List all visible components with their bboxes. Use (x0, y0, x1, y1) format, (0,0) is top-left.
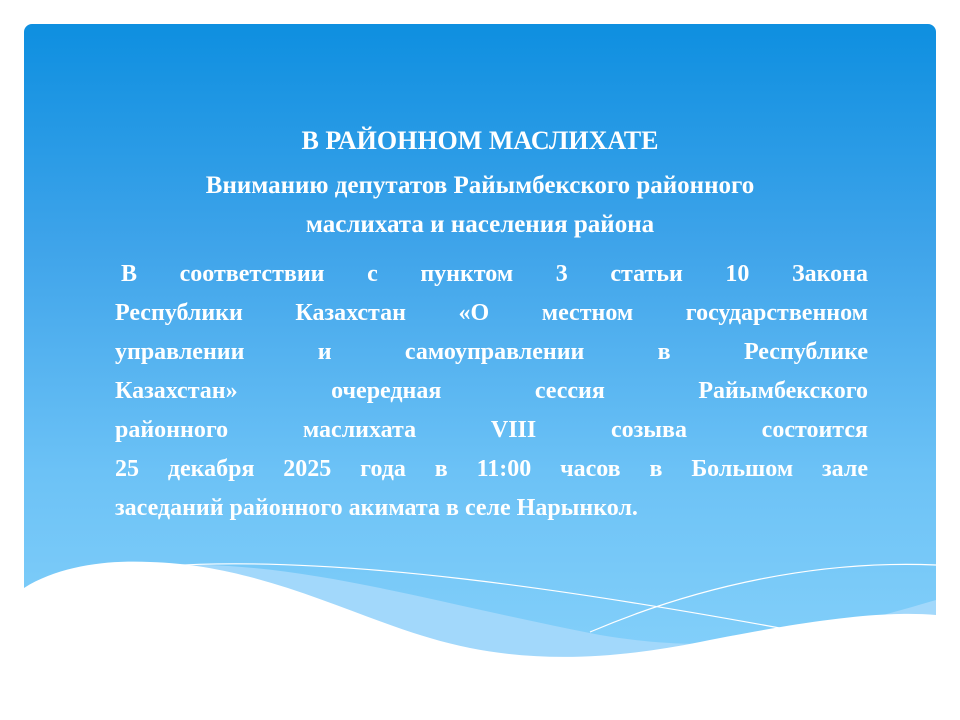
subtitle-line: маслихата и населения района (305, 211, 655, 238)
body-line: В соответствии с пунктом 3 статьи 10 Закона (121, 261, 868, 287)
body-line: Республики Казахстан «О местном государственном (115, 300, 868, 326)
body-line: управлении и самоуправлении в Республике (115, 339, 868, 365)
body-line: Казахстан» очередная сессия Райымбекского (115, 378, 868, 404)
slide-title: В РАЙОННОМ МАСЛИХАТЕ (301, 126, 659, 155)
announcement-body (115, 256, 868, 529)
body-line: районного маслихата VIII созыва состоится (115, 417, 868, 443)
body-line: заседаний районного акимата в селе Нарынкол. (115, 495, 638, 521)
body-line: 25 декабря 2025 года в 11:00 часов в Большом зале (115, 456, 868, 482)
subtitle-line: Вниманию депутатов Райымбекского районного (205, 172, 755, 199)
